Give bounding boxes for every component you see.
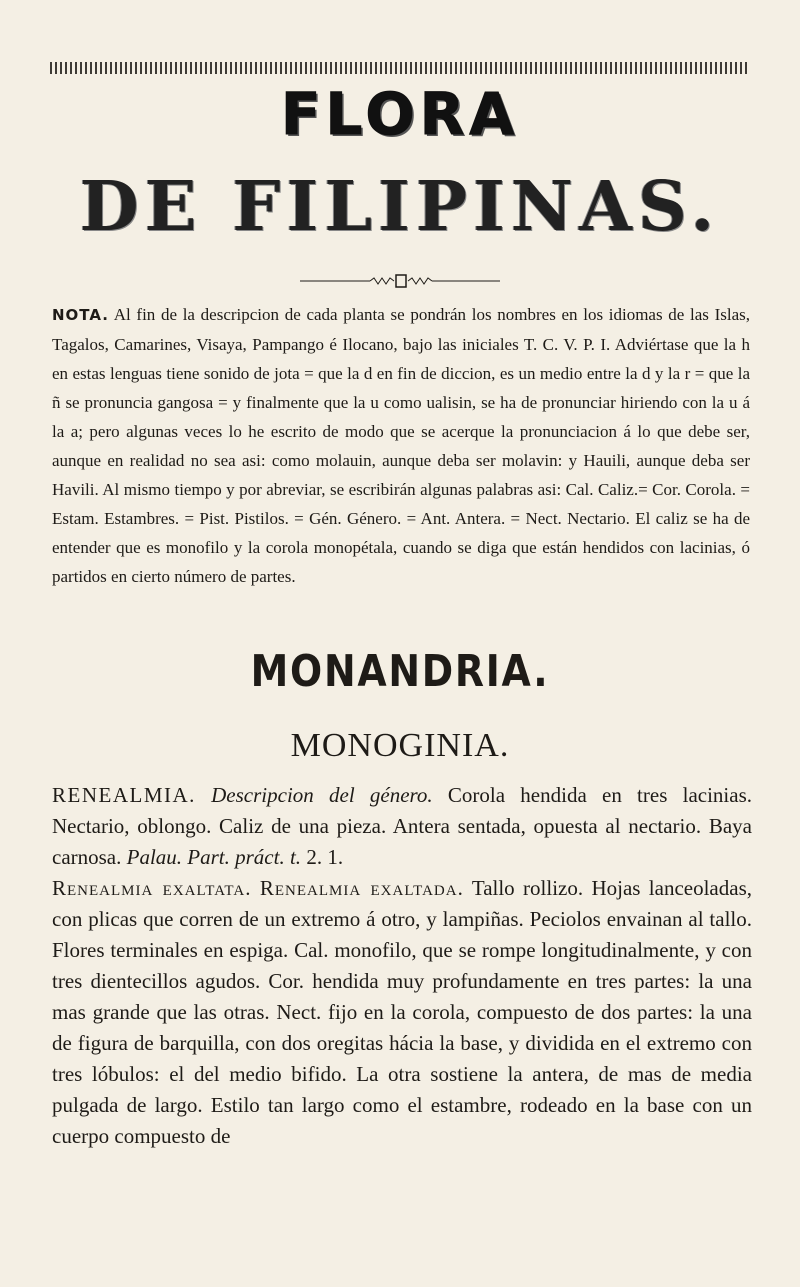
species-text: Tallo rollizo. Hojas lanceoladas, con plicas que corren de un extremo á otro, y lampiñas. Peciolos envainan al tallo. Flores terminales en espiga. Cal. monofilo, que se rompe longitudinalmente, y con tres dientecillos agudos. Cor. hendida muy profundamente en tres partes: la una mas grande que las otras. Nect. fijo en la corola, compuesto de dos partes: la una de figura de barquilla, con dos oregitas hácia la base, y dividida en el extremo con tres lóbulos: el del medio bifido. La otra sostiene la antera, de mas de media pulgada de largo. Estilo tan largo como el estambre, rodeado en la base con un cuerpo compuesto de [52, 876, 752, 1148]
order-heading: MONOGINIA. [290, 727, 510, 764]
species-spanish-name: Renealmia exaltada. [259, 876, 464, 900]
genus-description [52, 780, 752, 873]
descriptions [52, 780, 752, 1152]
genus-name: RENEALMIA. [52, 783, 196, 807]
nota-text: Al fin de la descripcion de cada planta se pondrán los nombres en los idiomas de las Islas, Tagalos, Camarines, Visaya, Pampango é Ilocano, bajo las iniciales T. C. V. P. I. Adviértase que la h en estas lenguas tiene sonido de jota = que la d en fin de diccion, es un medio entre la d y la r = que la ñ se pronuncia gangosa = y finalmente que la u como ualisin, se ha de pronunciar hiriendo con la u á la a; pero algunas veces lo he escrito de modo que se acerque la pronunciacion á lo que debe ser, aunque en realidad no sea asi: como molauin, aunque deba ser molavin: y Hauili, aunque deba ser Havili. Al mismo tiempo y por abreviar, se escribirán algunas palabras asi: Cal. Caliz.= Cor. Corola. = Estam. Estambres. = Pist. Pistilos. = Gén. Género. = Ant. Antera. = Nect. Nectario. El caliz se ha de entender que es monofilo y la corola monopétala, cuando se diga que están hendidos con lacinias, ó partidos en cierto número de partes. [52, 305, 750, 586]
genus-reference-tail: 2. 1. [306, 845, 344, 869]
species-description [52, 873, 752, 1152]
title-filipinas: DE FILIPINAS. [79, 167, 721, 247]
ornament-divider [300, 272, 500, 290]
nota-label: NOTA. [52, 306, 109, 324]
nota-paragraph [52, 300, 750, 591]
decorative-top-rule [50, 62, 750, 74]
genus-reference: Palau. Part. práct. t. [126, 845, 302, 869]
class-heading: MONANDRIA. [250, 646, 550, 697]
genus-text: Corola hendida en tres lacinias. Nectario, oblongo. Caliz de una pieza. Antera sentada, opuesta al nectario. Baya carnosa. [52, 783, 752, 869]
genus-heading: Descripcion del género. [211, 783, 433, 807]
title-flora: FLORA [280, 80, 520, 148]
species-latin-name: Renealmia exaltata. [52, 876, 252, 900]
